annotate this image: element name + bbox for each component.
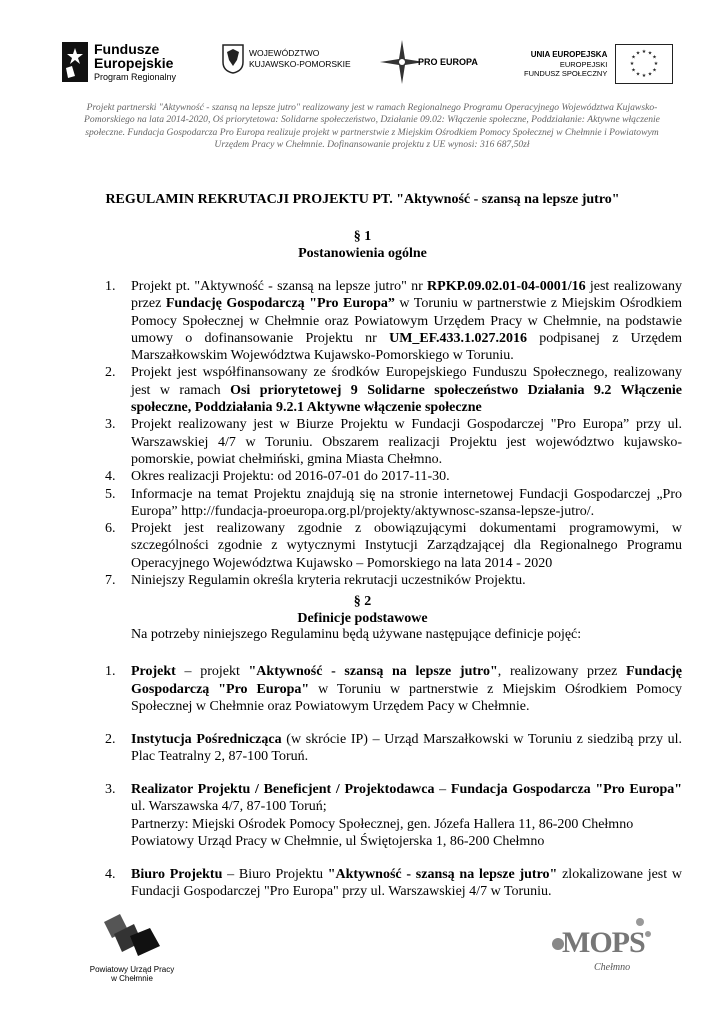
svg-text:★: ★ — [642, 73, 647, 79]
section1-sign: § 1 — [353, 229, 372, 244]
list-item: 4. Biuro Projektu – Biuro Projektu "Aktywność - szansą na lepsze jutro" zlokalizowane jest w Fundacji Gospodarczej "Pro Europa" przy ul. Warszawskiej 4/7 w Toruniu. — [105, 866, 683, 899]
svg-text:★: ★ — [631, 67, 637, 74]
fe-line1: Fundusze — [94, 41, 160, 57]
list-item: 1. Projekt – projekt "Aktywność - szansą na lepsze jutro", realizowany przez Fundację Gospodarczą "Pro Europa" w Toruniu w partnerstwie z Miejskim Ośrodkiem Pomocy Społecznej w Chełmnie oraz Powiatowym Urzędem Pacy w Chełmnie. — [105, 664, 683, 714]
svg-text:★: ★ — [652, 67, 658, 74]
svg-text:★: ★ — [636, 50, 641, 57]
fe-line3: Program Regionalny — [94, 72, 177, 82]
list-item: 3. Realizator Projektu / Beneficjent / Projektodawca – Fundacja Gospodarcza "Pro Europa" ul. Warszawska 4/7, 87-100 Toruń; Partnerzy: Miejski Ośrodek Pomocy Społecznej, gen. Józefa Hallera 11, 86-200 Chełmno Powiatowy Urząd Pracy w Chełmnie, ul Świętojerska 1, 86-200 Chełmno — [105, 781, 683, 849]
pup-logo — [82, 912, 182, 983]
eu-logo — [524, 44, 673, 84]
pup-line1: Powiatowy Urząd Pracy — [89, 965, 175, 974]
eu-line2: EUROPEJSKI — [559, 59, 608, 69]
kujawsko-pomorskie-logo — [222, 44, 351, 74]
kp-line2: KUJAWSKO-POMORSKIE — [249, 59, 351, 69]
list-item: 3. Projekt realizowany jest w Biurze Projektu w Fundacji Gospodarczej "Pro Europa” przy ul. Warszawskiej 4/7 w Toruniu. Obszarem realizacji Projektu jest województwo kujawsko-pomorskie, powiat chełmiński, gmina Miasta Chełmno. — [105, 417, 682, 467]
svg-text:★: ★ — [648, 71, 653, 78]
section2-lead: Na potrzeby niniejszego Regulaminu będą używane następujące definicje pojęć: — [131, 627, 582, 642]
list-item: 4. Okres realizacji Projektu: od 2016-07-01 do 2017-11-30. — [105, 469, 450, 485]
svg-text:★: ★ — [648, 50, 653, 57]
section1-list — [105, 278, 682, 589]
list-item: 5. Informacje na temat Projektu znajdują się na stronie internetowej Fundacji Gospodarczej „Pro Europa” http://fundacja-proeuropa.org.pl/projekty/aktywnosc-szansa-lepsze-jutro/. — [105, 486, 682, 519]
coat-of-arms-icon — [222, 44, 244, 74]
list-item: 2. Projekt jest współfinansowany ze środków Europejskiego Funduszu Społecznego, realizowany jest w ramach Osi priorytetowej 9 Solidarne społeczeństwo Działania 9.2 Włączenie społeczne, Poddziałania 9.2.1 Aktywne włączenie społeczne — [105, 365, 682, 416]
fe-line2: Europejskie — [94, 55, 174, 71]
document-title: REGULAMIN REKRUTACJI PROJEKTU PT. "Aktywność - szansą na lepsze jutro" — [105, 192, 620, 207]
eu-flag-icon — [615, 44, 673, 84]
svg-text:★: ★ — [642, 49, 647, 55]
mops-text: MOPS — [562, 926, 645, 959]
kp-line1: WOJEWÓDZTWO — [249, 47, 320, 58]
list-item: 7. Niniejszy Regulamin określa kryteria rekrutacji uczestników Projektu. — [105, 573, 526, 589]
list-item: 1. Projekt pt. "Aktywność - szansą na lepsze jutro" nr RPKP.09.02.01-04-0001/16 jest realizowany przez Fundację Gospodarczą "Pro Europa” w Toruniu w partnerstwie z Miejskim Ośrodkiem Pomocy Społecznej w Chełmnie oraz Powiatowym Urzędem Pracy w Chełmnie, na podstawie umowy o dofinansowanie Projektu nr UM_EF.433.1.027.2016 podpisanej z Urzędem Marszałkowskim Województwa Kujawsko-Pomorskiego w Toruniu. — [105, 279, 682, 364]
list-item: 6. Projekt jest realizowany zgodnie z obowiązującymi dokumentami programowymi, w szczególności zgodnie z wytycznymi Instytucji Zarządzającej dla Regionalnego Programu Operacyjnego Województwa Kujawsko – Pomorskiego na lata 2014 - 2020 — [105, 521, 682, 571]
mops-sub: Chełmno — [594, 962, 631, 973]
section1-heading: Postanowienia ogólne — [298, 246, 427, 261]
fe-star-icon — [62, 42, 88, 82]
pup-line2: w Chełmnie — [111, 974, 153, 984]
svg-text:★: ★ — [654, 61, 659, 67]
svg-text:★: ★ — [652, 54, 658, 61]
eu-line3: FUNDUSZ SPOŁECZNY — [524, 69, 608, 78]
pro-europa-logo — [380, 40, 478, 84]
mops-logo — [548, 914, 658, 980]
list-item: 2. Instytucja Pośrednicząca (w skrócie IP) – Urząd Marszałkowski w Toruniu z siedzibą przy ul. Plac Teatralny 2, 87-100 Toruń. — [105, 731, 682, 764]
partners-line1: Partnerzy: Miejski Ośrodek Pomocy Społecznej, gen. Józefa Hallera 11, 86-200 Chełmno — [131, 816, 634, 832]
svg-text:★: ★ — [630, 61, 635, 67]
section2-heading: Definicje podstawowe — [297, 611, 428, 626]
partners-line2: Powiatowy Urząd Pracy w Chełmnie, ul Świętojerska 1, 86-200 Chełmno — [131, 834, 545, 849]
section2-list — [105, 663, 682, 901]
logo-bar — [62, 36, 682, 92]
fundusze-europejskie-logo — [62, 42, 176, 82]
project-intro: Projekt partnerski "Aktywność - szansą na lepsze jutro" realizowany jest w ramach Regionalnego Programu Operacyjnego Województwa Kujawsko-Pomorskiego na lata 2014-2020, Oś priorytetowa: Solidarne społeczeństwo, Działanie 09.02: Włączenie społeczne, Poddziałanie: Aktywne włączenie społeczne. Fundacja Gospodarcza Pro Europa realizuje projekt w partnerstwie z Miejskim Ośrodkiem Pomocy Społecznej w Chełmnie i Powiatowym Urzędem Pracy w Chełmnie. Dofinansowanie projektu z UE wynosi: 316 687,50zł — [84, 102, 660, 151]
svg-text:★: ★ — [631, 54, 637, 61]
eu-line1: UNIA EUROPEJSKA — [530, 49, 608, 59]
svg-text:★: ★ — [636, 71, 641, 78]
pup-arrows-icon — [100, 912, 164, 958]
pe-text: PRO EUROPA — [418, 57, 478, 67]
section2-sign: § 2 — [353, 594, 372, 609]
